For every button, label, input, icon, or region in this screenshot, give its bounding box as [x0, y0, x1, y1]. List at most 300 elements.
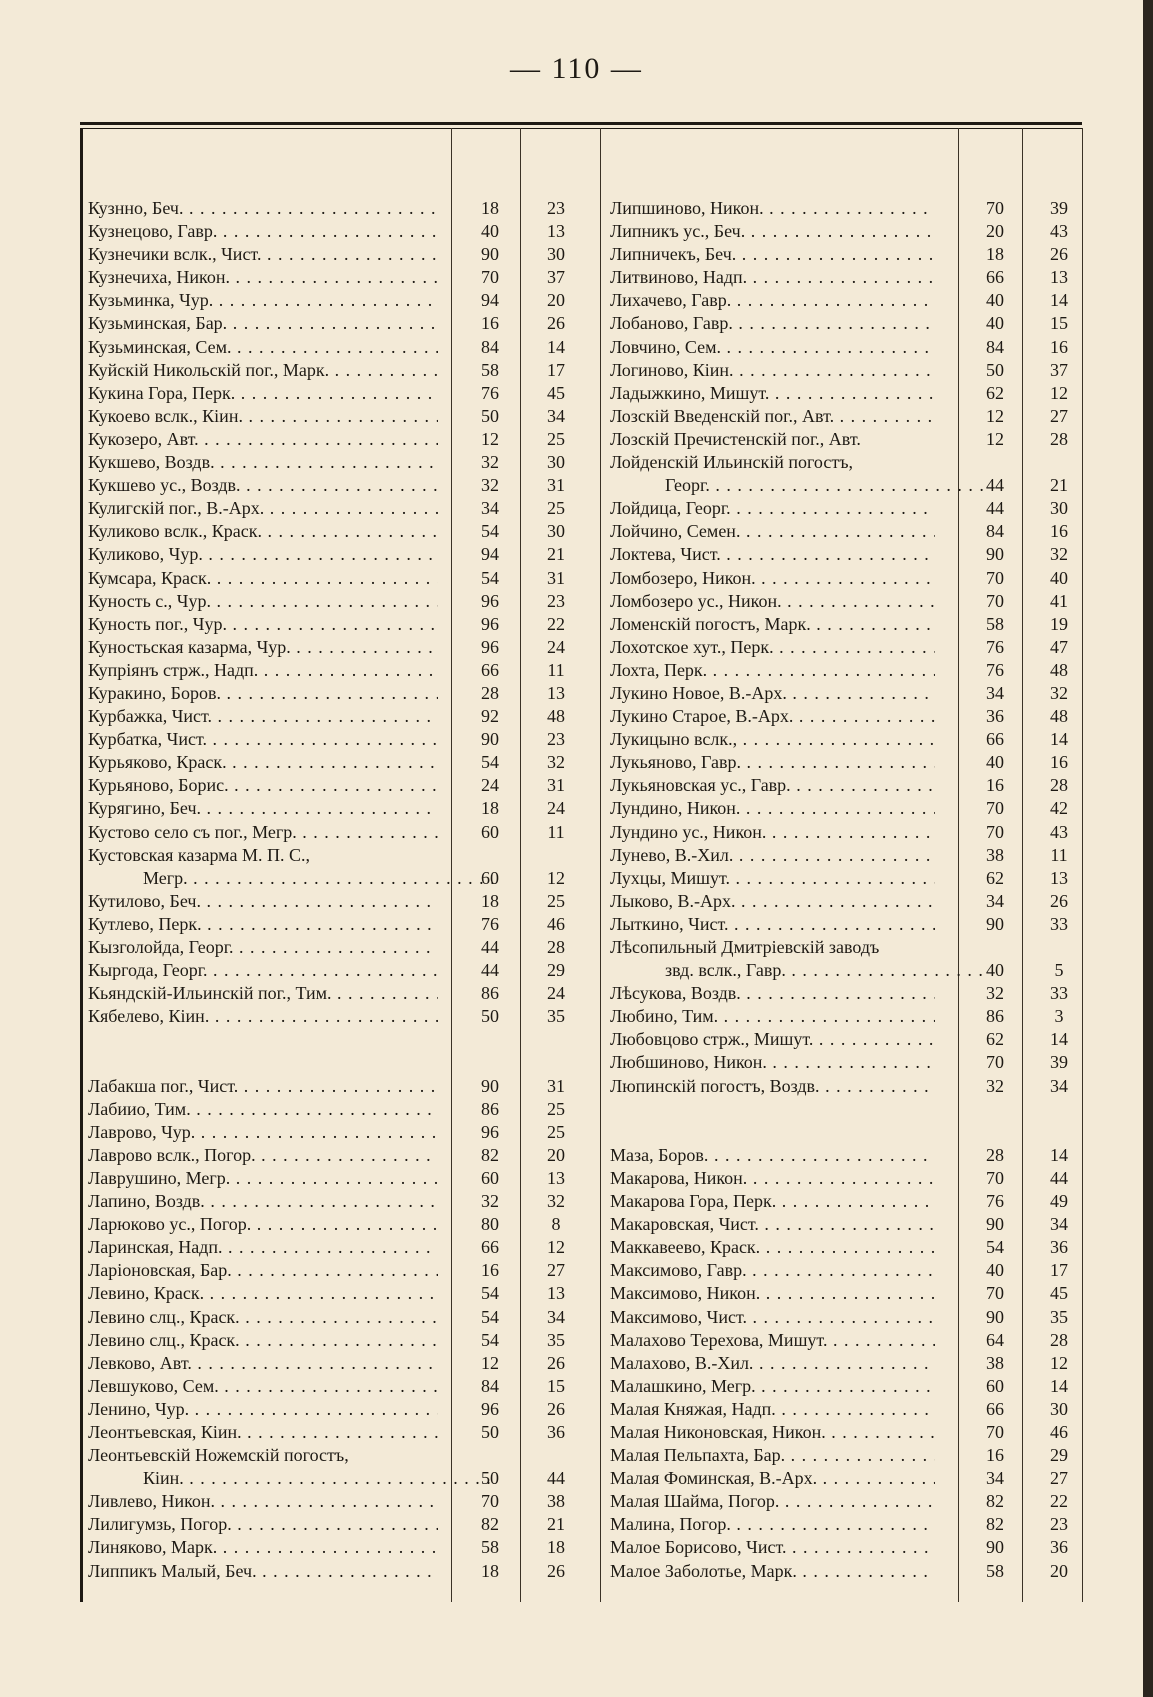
entry-name-text: Кябелево, Кiин. [88, 1006, 210, 1027]
entry-name-text: Кыргода, Георг. [88, 960, 208, 981]
entry-name [610, 1444, 935, 1467]
leader-dots [297, 822, 438, 842]
entry-number-1: 86 [481, 983, 499, 1004]
entry-name [88, 959, 438, 982]
entry-number-2: 16 [1050, 336, 1068, 357]
entry-name [610, 590, 935, 613]
leader-dots [235, 383, 438, 403]
entry-number-1: 66 [986, 1398, 1004, 1419]
entry-name-text: Малая Шайма, Погор. [610, 1491, 780, 1512]
leader-dots [733, 845, 935, 865]
entry-name [610, 1190, 935, 1213]
entry-number-1: 18 [481, 198, 499, 218]
entry-number-2: 24 [547, 636, 565, 657]
entry-name [88, 405, 438, 428]
entry-number-1: 62 [986, 867, 1004, 888]
entry-name-text: Курьяково, Краск. [88, 752, 227, 773]
entry-name [610, 1259, 935, 1282]
entry-number-2: 14 [547, 336, 565, 357]
entry-name-text: Лукьяново, Гавр. [610, 752, 741, 773]
entry-name [610, 336, 935, 359]
leader-dots [183, 198, 438, 218]
leader-dots [211, 591, 438, 611]
leader-dots [766, 822, 935, 842]
entry-name [610, 1075, 935, 1098]
entry-number-2: 24 [547, 798, 565, 819]
entry-name [88, 520, 438, 543]
entry-name-text: Куность с., Чур. [88, 590, 211, 611]
leader-dots [779, 1491, 935, 1511]
entry-name-text: Лохта, Перк. [610, 659, 708, 680]
entry-name-text: Ларюково ус., Погор. [88, 1214, 252, 1235]
entry-number-1: 82 [481, 1144, 499, 1165]
leader-dots [188, 868, 493, 888]
entry-number-1: 84 [986, 521, 1004, 542]
entry-name [88, 1329, 438, 1352]
entry-name-text: Лукино Новое, В.-Арх. [610, 682, 787, 703]
entry-number-1: 60 [481, 821, 499, 842]
entry-name [610, 728, 935, 751]
entry-name-text: Лундино ус., Никон. [610, 821, 767, 842]
entry-number-2: 39 [1050, 198, 1068, 218]
leader-dots [209, 1006, 438, 1026]
entry-number-1: 16 [481, 1260, 499, 1281]
entry-number-1: 20 [986, 221, 1004, 242]
entry-number-2: 41 [1050, 590, 1068, 611]
entry-name-text: Леонтьевскій Ножемскій погостъ, [88, 1445, 349, 1466]
leader-dots [787, 683, 935, 703]
entry-number-2: 26 [1050, 890, 1068, 911]
entry-number-1: 66 [986, 729, 1004, 750]
leader-dots [718, 1006, 935, 1026]
entry-number-1: 16 [986, 775, 1004, 796]
entry-name-text: Куликово, Чур. [88, 544, 203, 565]
entry-name-text: Мегр. [143, 867, 188, 888]
entry-name [88, 567, 438, 590]
entry-name-text: Левшуково, Сем. [88, 1375, 219, 1396]
entry-number-2: 30 [1050, 498, 1068, 519]
entry-name-text: Куйскій Никольскій пог., Марк. [88, 359, 330, 380]
entry-name-text: Любовцово стрж., Мишут. [610, 1029, 814, 1050]
entry-name-text: Кукшево ус., Воздв. [88, 475, 241, 496]
right-border [1082, 128, 1083, 1602]
entry-number-2: 32 [1050, 682, 1068, 703]
entry-number-2: 19 [1050, 613, 1068, 634]
entry-name [610, 959, 990, 982]
entry-number-1: 28 [481, 682, 499, 703]
entry-number-1: 44 [481, 937, 499, 957]
leader-dots [760, 1283, 935, 1303]
entry-name-text: Максимово, Гавр. [610, 1260, 747, 1281]
entry-name-text: Ловчино, Сем. [610, 336, 721, 357]
entry-name [610, 613, 935, 636]
entry-name-text: Ларіоновская, Бар. [88, 1260, 232, 1281]
entry-number-1: 40 [481, 221, 499, 242]
entry-name-text: Малашкино, Мегр. [610, 1375, 756, 1396]
entry-number-2: 36 [547, 1421, 565, 1442]
entry-name [610, 1375, 935, 1398]
entry-name-text: Литвиново, Надп. [610, 267, 748, 288]
entry-number-2: 29 [547, 960, 565, 981]
entry-number-1: 40 [986, 290, 1004, 311]
entry-number-2: 43 [1050, 821, 1068, 842]
leader-dots [257, 1561, 438, 1581]
entry-name-text: Левино, Краск. [88, 1283, 205, 1304]
leader-dots [729, 914, 935, 934]
entry-name-text: Левино слц., Краск. [88, 1329, 240, 1350]
entry-name-text: Ладыжкино, Мишут. [610, 382, 770, 403]
entry-number-2: 12 [547, 1237, 565, 1258]
leader-dots [191, 1099, 438, 1119]
entry-name [610, 982, 935, 1005]
leader-dots [230, 267, 438, 287]
entry-name-text: Георг. [665, 475, 710, 496]
entry-number-1: 32 [481, 452, 499, 473]
entry-name-text: Купріянъ стрж., Надп. [88, 659, 259, 680]
column-divider [520, 128, 521, 1602]
entry-name-text: Кустово село съ пог., Мегр. [88, 821, 297, 842]
leader-dots [827, 1330, 935, 1350]
entry-number-1: 16 [986, 1445, 1004, 1466]
entry-name-text: Лукицыно вслк., [610, 729, 738, 750]
entry-number-2: 11 [547, 659, 565, 680]
entry-number-1: 70 [481, 267, 499, 288]
entry-name-text: Лозскій Пречистенскій пог., Авт. [610, 428, 861, 449]
leader-dots [261, 244, 438, 264]
entry-number-1: 62 [986, 382, 1004, 403]
entry-name [88, 590, 438, 613]
entry-number-1: 58 [481, 359, 499, 380]
entry-number-2: 13 [547, 1283, 565, 1304]
entry-name [610, 1051, 935, 1074]
leader-dots [760, 1237, 935, 1257]
leader-dots [736, 891, 935, 911]
entry-name [88, 1190, 438, 1213]
entry-number-2: 32 [547, 752, 565, 773]
entry-number-1: 90 [986, 1537, 1004, 1558]
entry-name [610, 289, 935, 312]
leader-dots [747, 1307, 935, 1327]
leader-dots [227, 752, 438, 772]
entry-number-2: 25 [547, 1121, 565, 1142]
entry-number-2: 38 [547, 1491, 565, 1512]
entry-number-1: 58 [986, 1560, 1004, 1581]
leader-dots [787, 1537, 935, 1557]
entry-number-1: 84 [481, 1375, 499, 1396]
entry-name-text: Кукоево вслк., Кiин. [88, 405, 243, 426]
entry-name [88, 451, 438, 474]
entry-name [88, 1421, 438, 1444]
leader-dots [208, 960, 438, 980]
entry-name [88, 497, 438, 520]
leader-dots [740, 521, 935, 541]
leader-dots [834, 406, 935, 426]
entry-number-2: 11 [1050, 844, 1068, 865]
entry-number-1: 96 [481, 1398, 499, 1419]
entry-number-2: 14 [1050, 729, 1068, 750]
entry-number-2: 37 [1050, 359, 1068, 380]
entry-name-text: Кукина Гора, Перк. [88, 382, 236, 403]
leader-dots [756, 1376, 935, 1396]
entry-number-1: 66 [481, 1237, 499, 1258]
entry-name [610, 520, 935, 543]
entry-number-2: 13 [1050, 267, 1068, 288]
entry-number-2: 34 [1050, 1075, 1068, 1096]
entry-number-2: 14 [1050, 1375, 1068, 1396]
entry-number-2: 42 [1050, 798, 1068, 819]
entry-number-2: 22 [1050, 1491, 1068, 1512]
entry-number-1: 82 [986, 1491, 1004, 1512]
entry-name [88, 312, 438, 335]
entry-number-2: 49 [1050, 1191, 1068, 1212]
entry-name-text: Любшиново, Никон. [610, 1052, 767, 1073]
entry-name [88, 1236, 438, 1259]
entry-number-1: 86 [986, 1006, 1004, 1027]
entry-number-1: 18 [481, 890, 499, 911]
leader-dots [731, 498, 935, 518]
entry-name [88, 728, 438, 751]
entry-name-text: Лойденскій Ильинскій погостъ, [610, 452, 854, 473]
left-border [80, 128, 83, 1602]
entry-name [610, 774, 935, 797]
entry-number-1: 54 [481, 752, 499, 773]
entry-name [88, 1444, 438, 1467]
entry-name [610, 659, 935, 682]
leader-dots [782, 591, 935, 611]
leader-dots [708, 1145, 935, 1165]
entry-number-2: 17 [547, 359, 565, 380]
entry-number-2: 45 [547, 382, 565, 403]
entry-number-2: 32 [547, 1191, 565, 1212]
entry-number-1: 60 [481, 867, 499, 888]
entry-name-text: Лыткино, Чист. [610, 913, 729, 934]
entry-name-text: Лаврово вслк., Погор. [88, 1144, 256, 1165]
leader-dots [238, 1076, 438, 1096]
entry-name [610, 1560, 935, 1583]
entry-number-1: 32 [481, 1191, 499, 1212]
leader-dots [241, 475, 438, 495]
entry-number-1: 34 [986, 1468, 1004, 1489]
entry-number-2: 31 [547, 1075, 565, 1096]
entry-name-text: Ларинская, Надп. [88, 1237, 223, 1258]
entry-name [88, 1560, 438, 1583]
entry-number-1: 40 [986, 752, 1004, 773]
entry-name-text: звд. вслк., Гавр. [665, 960, 786, 981]
entry-name-text: Левково, Авт. [88, 1352, 192, 1373]
leader-dots [332, 983, 438, 1003]
entry-name [610, 243, 935, 266]
entry-name [88, 1167, 438, 1190]
entry-name-text: Лойчино, Семен. [610, 521, 741, 542]
entry-number-1: 90 [481, 244, 499, 265]
entry-name-text: Курбатка, Чист. [88, 729, 207, 750]
entry-number-1: 86 [481, 1098, 499, 1119]
entry-number-1: 18 [481, 1560, 499, 1581]
entry-number-2: 23 [1050, 1514, 1068, 1535]
leader-dots [212, 706, 438, 726]
entry-number-2: 25 [547, 890, 565, 911]
leader-dots [240, 1307, 438, 1327]
entry-number-1: 32 [986, 983, 1004, 1004]
entry-number-1: 58 [481, 1537, 499, 1558]
entry-name [610, 497, 935, 520]
entry-name [610, 797, 935, 820]
entry-name [610, 1167, 935, 1190]
entry-number-1: 96 [481, 1121, 499, 1142]
entry-number-2: 46 [1050, 1421, 1068, 1442]
entry-name-text: Линяково, Марк. [88, 1537, 218, 1558]
entry-name-text: Ломбозеро ус., Никон. [610, 590, 782, 611]
page-edge-shadow [1143, 0, 1153, 1697]
entry-name [88, 1213, 438, 1236]
entry-name [610, 1536, 935, 1559]
entry-name [610, 1144, 935, 1167]
entry-number-1: 90 [986, 544, 1004, 565]
entry-name [88, 1467, 493, 1490]
entry-number-1: 94 [481, 290, 499, 311]
entry-number-2: 28 [547, 937, 565, 957]
entry-number-2: 11 [547, 821, 565, 842]
entry-number-1: 70 [986, 798, 1004, 819]
entry-name [88, 289, 438, 312]
entry-name [88, 1375, 438, 1398]
entry-number-1: 32 [481, 475, 499, 496]
entry-number-1: 44 [986, 475, 1004, 496]
entry-name [88, 474, 438, 497]
entry-number-1: 76 [986, 659, 1004, 680]
leader-dots [745, 221, 935, 241]
entry-name-text: Липшиново, Никон. [610, 198, 764, 218]
entry-name-text: Лухцы, Мишут. [610, 867, 730, 888]
leader-dots [767, 1052, 935, 1072]
leader-dots [764, 198, 935, 218]
entry-name-text: Лунево, В.-Хил. [610, 844, 734, 865]
entry-name-text: Куностьская казарма, Чур. [88, 636, 291, 657]
entry-number-2: 26 [547, 1352, 565, 1373]
entry-name [610, 474, 990, 497]
entry-name-text: Маккавеево, Краск. [610, 1237, 761, 1258]
entry-number-2: 15 [1050, 313, 1068, 334]
entry-number-2: 21 [1050, 475, 1068, 496]
entry-number-1: 32 [986, 1075, 1004, 1096]
entry-name [610, 1467, 935, 1490]
entry-name-text: Лукино Старое, В.-Арх. [610, 706, 794, 727]
entry-number-1: 50 [986, 359, 1004, 380]
entry-name [88, 1398, 438, 1421]
entry-number-2: 27 [1050, 405, 1068, 426]
column-divider [451, 128, 452, 1602]
entry-name [610, 1213, 935, 1236]
leader-dots [211, 568, 438, 588]
leader-dots [227, 313, 438, 333]
entry-number-1: 50 [481, 1468, 499, 1489]
entry-number-1: 60 [986, 1375, 1004, 1396]
entry-number-2: 48 [1050, 706, 1068, 727]
entry-number-1: 70 [986, 1167, 1004, 1188]
entry-number-1: 84 [986, 336, 1004, 357]
entry-number-2: 40 [1050, 567, 1068, 588]
entry-name-text: Малина, Погор. [610, 1514, 731, 1535]
entry-name [88, 1513, 438, 1536]
entry-number-2: 35 [547, 1006, 565, 1027]
entry-number-2: 44 [1050, 1167, 1068, 1188]
entry-number-1: 70 [986, 1421, 1004, 1442]
leader-dots [769, 383, 935, 403]
entry-number-2: 30 [547, 452, 565, 473]
leader-dots [195, 1122, 438, 1142]
entry-number-2: 30 [547, 244, 565, 265]
leader-dots [741, 983, 935, 1003]
entry-name [610, 1490, 935, 1513]
entry-number-1: 70 [986, 590, 1004, 611]
leader-dots [329, 360, 438, 380]
entry-name [88, 797, 438, 820]
entry-name [610, 636, 935, 659]
entry-name-text: Кузьминка, Чур. [88, 290, 214, 311]
entry-name [88, 428, 438, 451]
leader-dots [217, 1537, 438, 1557]
entry-number-2: 32 [1050, 544, 1068, 565]
entry-number-1: 90 [986, 913, 1004, 934]
entry-number-1: 34 [986, 682, 1004, 703]
entry-number-1: 50 [481, 1421, 499, 1442]
entry-number-2: 33 [1050, 913, 1068, 934]
entry-number-2: 29 [1050, 1445, 1068, 1466]
entry-name-text: Лундино, Никон. [610, 798, 741, 819]
entry-name [88, 1490, 438, 1513]
entry-name [88, 1075, 438, 1098]
entry-name-text: Лилигумзь, Погор. [88, 1514, 232, 1535]
entry-name-text: Лобаново, Гавр. [610, 313, 733, 334]
entry-name-text: Кукозеро, Авт. [88, 428, 199, 449]
entry-number-2: 12 [1050, 1352, 1068, 1373]
leader-dots [797, 1561, 935, 1581]
entry-number-1: 76 [986, 1191, 1004, 1212]
entry-number-2: 28 [1050, 428, 1068, 449]
entry-name [88, 936, 438, 959]
entry-name-text: Малахово Терехова, Мишут. [610, 1329, 828, 1350]
leader-dots [232, 1514, 438, 1534]
leader-dots [811, 614, 935, 634]
leader-dots [759, 1214, 935, 1234]
leader-dots [791, 775, 935, 795]
leader-dots [205, 1191, 438, 1211]
leader-dots [258, 660, 438, 680]
leader-dots [731, 1514, 935, 1534]
entry-name-text: Ломбозеро, Никон. [610, 567, 756, 588]
entry-number-1: 54 [481, 1283, 499, 1304]
entry-number-1: 70 [986, 1052, 1004, 1073]
entry-name [610, 312, 935, 335]
entry-name [88, 636, 438, 659]
entry-name-text: Кулигскій пог., В.-Арх. [88, 498, 265, 519]
leader-dots [229, 775, 438, 795]
entry-number-2: 13 [547, 1167, 565, 1188]
leader-dots [189, 1399, 438, 1419]
entry-name [88, 197, 438, 220]
entry-number-1: 96 [481, 590, 499, 611]
entry-number-2: 33 [1050, 983, 1068, 1004]
top-rule [80, 122, 1082, 125]
entry-number-1: 92 [481, 706, 499, 727]
leader-dots [184, 1468, 493, 1488]
entry-name-text: Куракино, Боров. [88, 682, 221, 703]
entry-name-text: Малая Никоновская, Никон. [610, 1421, 826, 1442]
entry-number-1: 76 [986, 636, 1004, 657]
entry-name-text: Кустовская казарма М. П. С., [88, 844, 310, 865]
entry-number-1: 70 [986, 821, 1004, 842]
entry-number-2: 39 [1050, 1052, 1068, 1073]
